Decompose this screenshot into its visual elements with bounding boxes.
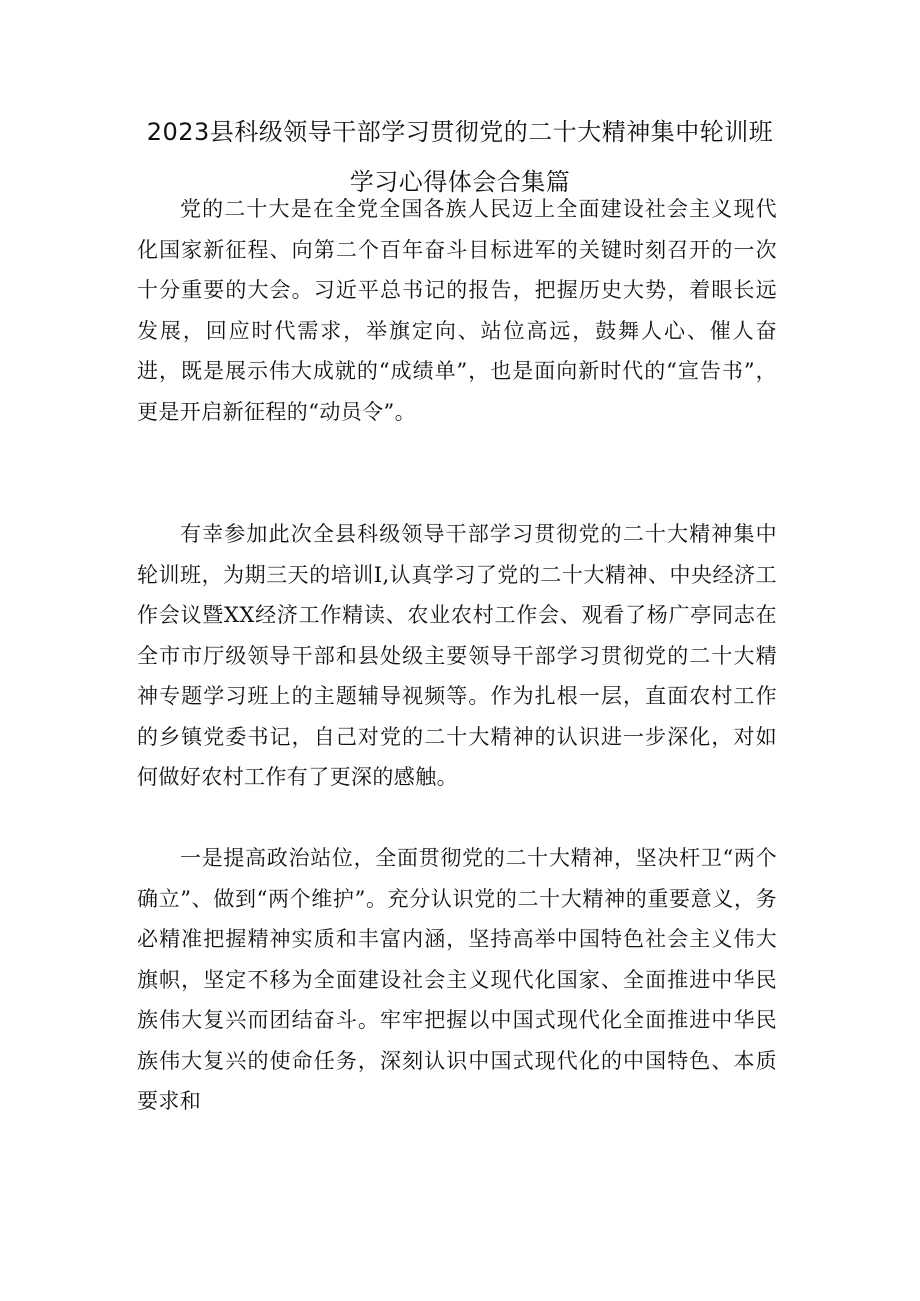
body-paragraph-1: 党的二十大是在全党全国各族人民迈上全面建设社会主义现代化国家新征程、向第二个百年奋斗目标进军的关键时刻召开的一次十分重要的大会。习近平总书记的报告，把握历史大势，着眼长远发展，回应时代需求，举旗定向、站位高远，鼓舞人心、催人奋进，既是展示伟大成就的“成绩单”，也是面向新时代的“宣告书”，更是开启新征程的“动员令”。 [137, 197, 777, 424]
body-paragraph-3: 一是提高政治站位，全面贯彻党的二十大精神，坚决杆卫“两个确立”、做到“两个维护”。充分认识党的二十大精神的重要意义，务必精准把握精神实质和丰富内涵，坚持高举中国特色社会主义伟大旗帜，坚定不移为全面建设社会主义现代化国家、全面推进中华民族伟大复兴而团结奋斗。牢牢把握以中国式现代化全面推进中华民族伟大复兴的使命任务，深刻认识中国式现代化的中国特色、本质要求和 [137, 846, 777, 1113]
document-title-line-1: 2023县科级领导干部学习贯彻党的二十大精神集中轮训班 [146, 118, 774, 146]
document-title-line-2: 学习心得体会合集篇 [349, 168, 571, 196]
body-paragraph-2: 有幸参加此次全县科级领导干部学习贯彻党的二十大精神集中轮训班，为期三天的培训I,认真学习了党的二十大精神、中央经济工作会议暨XX经济工作精读、农业农村工作会、观看了杨广亭同志在全市市厅级领导干部和县处级主要领导干部学习贯彻党的二十大精神专题学习班上的主题辅导视频等。作为扎根一层，直面农村工作的乡镇党委书记，自己对党的二十大精神的认识进一步深化，对如何做好农村工作有了更深的感触。 [137, 522, 777, 789]
